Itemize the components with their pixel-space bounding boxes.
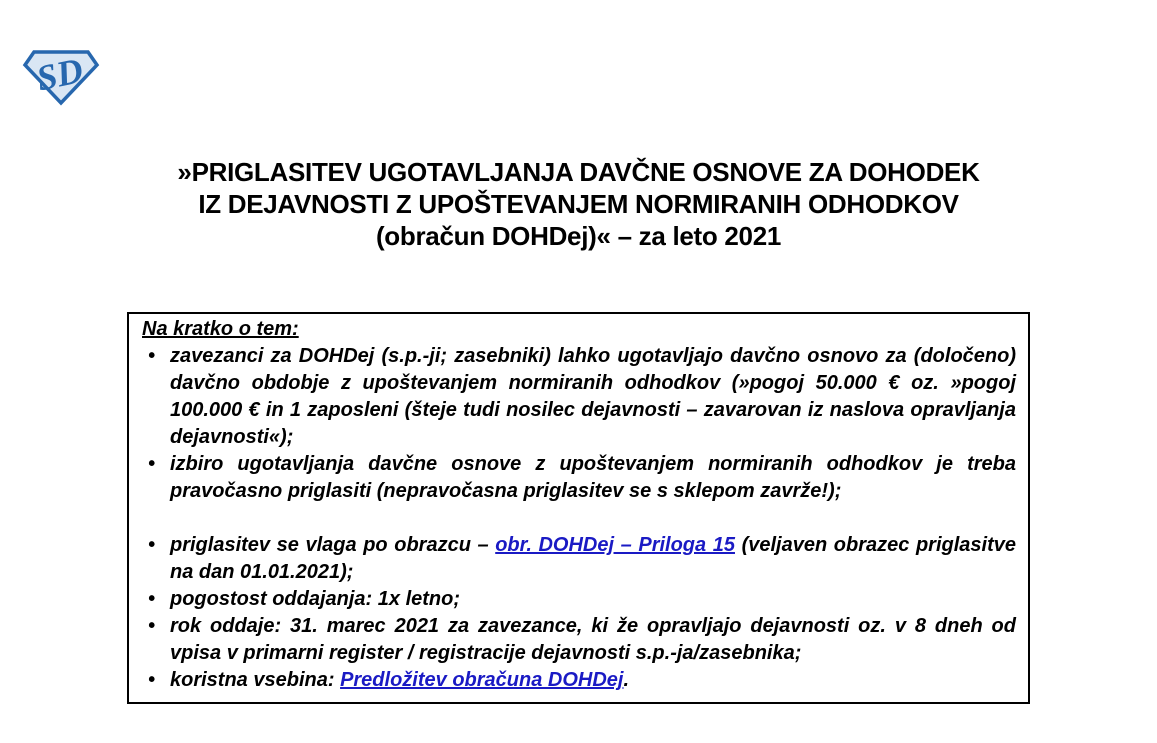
info-box-heading: Na kratko o tem: [142, 318, 299, 340]
title-line-2: IZ DEJAVNOSTI Z UPOŠTEVANJEM NORMIRANIH ODHODKOV [198, 189, 959, 219]
title-line-1: »PRIGLASITEV UGOTAVLJANJA DAVČNE OSNOVE ZA DOHODEK [177, 157, 980, 187]
bullet-text: zavezanci za DOHDej (s.p.-ji; zasebniki) lahko ugotavljajo davčno osnovo za (določeno) davčno obdobje z upoštevanjem normiranih odhodkov (»pogoj 50.000 € oz. »pogoj 100.000 € in 1 zaposleni (šteje tudi nosilec dejavnosti – zavarovan iz naslova opravljanja dejavnosti«); [170, 345, 1016, 448]
link-obr-dohdej-priloga-15[interactable]: obr. DOHDej – Priloga 15 [495, 534, 735, 556]
sd-logo-graphic [22, 44, 100, 106]
bullet-text: priglasitev se vlaga po obrazcu – [170, 534, 496, 556]
bullet-text: pogostost oddajanja: 1x letno; [170, 588, 461, 610]
bullet-text: (veljaven obrazec priglasitve na dan 01.01.2021); [170, 534, 1016, 583]
list-item [142, 451, 1016, 505]
document-title [0, 156, 1157, 252]
info-bullet-list [142, 343, 1016, 694]
bullet-text: rok oddaje: 31. marec 2021 za zavezance, ki že opravljajo dejavnosti oz. v 8 dneh od vpisa v primarni register / registracije dejavnosti s.p.-ja/zasebnika; [170, 615, 1016, 664]
list-item [142, 343, 1016, 451]
list-item [142, 586, 1016, 613]
logo-letters: SD [33, 49, 87, 99]
sd-logo [22, 44, 100, 106]
info-box [127, 312, 1030, 704]
bullet-text: izbiro ugotavljanja davčne osnove z upoštevanjem normiranih odhodkov je treba pravočasno priglasiti (nepravočasna priglasitev se s sklepom zavrže!); [170, 453, 1016, 502]
title-line-3: (obračun DOHDej)« – za leto 2021 [375, 221, 782, 251]
info-box-heading-row [142, 316, 1016, 343]
bullet-text: koristna vsebina: [170, 669, 341, 691]
list-item [142, 667, 1016, 694]
list-item [142, 532, 1016, 586]
list-item [142, 613, 1016, 667]
link-predlozitev-obracuna-dohdej[interactable]: Predložitev obračuna DOHDej [340, 669, 624, 691]
bullet-text: . [623, 669, 630, 691]
